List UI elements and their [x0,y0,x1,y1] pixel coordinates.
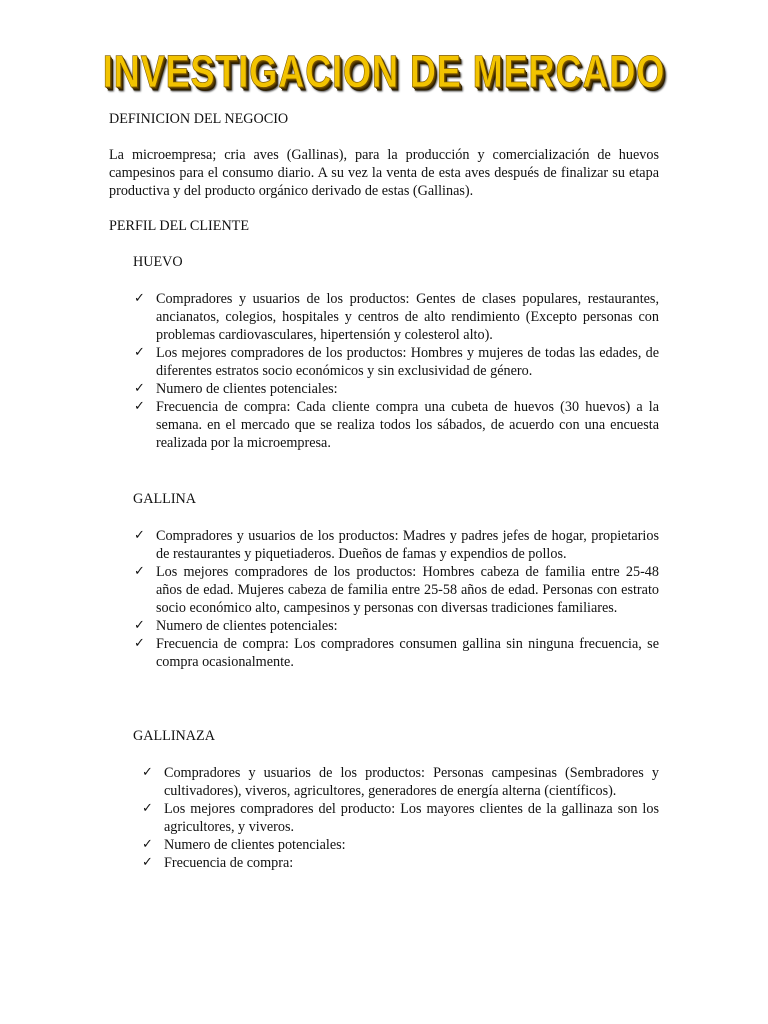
check-icon: ✓ [142,855,153,870]
list-item-text: Numero de clientes potenciales: [164,837,346,853]
list-item [134,527,659,563]
list-item [142,800,659,836]
check-icon: ✓ [134,618,145,633]
list-item-text: Frecuencia de compra: [164,855,294,871]
list-item-text: Compradores y usuarios de los productos: Madres y padres jefes de hogar, propietarios de restaurantes y piquetiaderos. Dueños de famas y expendios de pollos. [156,528,659,562]
check-icon: ✓ [142,801,153,816]
list-item [142,854,659,872]
list-huevo [134,290,659,452]
list-item [134,635,659,671]
list-item [134,344,659,380]
list-item-text: Frecuencia de compra: Los compradores consumen gallina sin ninguna frecuencia, se compra ocasionalmente. [156,636,659,670]
check-icon: ✓ [134,636,145,651]
document-title: INVESTIGACION DE MERCADO [102,46,666,97]
paragraph-definicion: La microempresa; cria aves (Gallinas), para la producción y comercialización de huevos campesinos para el consumo diario. A su vez la venta de esta aves después de finalizar su etapa productiva y del producto orgánico derivado de estas (Gallinas). [109,147,659,199]
list-item-text: Numero de clientes potenciales: [156,618,338,634]
check-icon: ✓ [134,345,145,360]
list-item [142,836,659,854]
list-item-text: Compradores y usuarios de los productos: Personas campesinas (Sembradores y cultivadores), viveros, agricultores, generadores de energía alterna (científicos). [164,765,659,799]
heading-perfil-cliente: PERFIL DEL CLIENTE [109,218,250,234]
list-item-text: Los mejores compradores de los productos: Hombres cabeza de familia entre 25-48 años de edad. Mujeres cabeza de familia entre 25-58 años de edad. Personas con estrato socio económico alto, campesinos y personas con diversas tradiciones familiares. [156,564,659,616]
heading-definicion: DEFINICION DEL NEGOCIO [109,111,289,127]
list-gallinaza [142,764,659,872]
list-gallina [134,527,659,671]
check-icon: ✓ [134,381,145,396]
title-container [0,46,768,97]
list-item [134,290,659,344]
list-item [134,398,659,452]
list-item [142,764,659,800]
list-item-text: Los mejores compradores del producto: Los mayores clientes de la gallinaza son los agricultores, y viveros. [164,801,659,835]
check-icon: ✓ [134,399,145,414]
heading-gallinaza: GALLINAZA [133,728,215,744]
list-item-text: Compradores y usuarios de los productos: Gentes de clases populares, restaurantes, ancianatos, colegios, hospitales y centros de alto rendimiento (Excepto personas con problemas cardiovasculares, hipertensión y colesterol alto). [156,291,659,343]
check-icon: ✓ [142,837,153,852]
check-icon: ✓ [134,291,145,306]
list-item [134,617,659,635]
check-icon: ✓ [142,765,153,780]
list-item [134,380,659,398]
check-icon: ✓ [134,528,145,543]
list-item-text: Frecuencia de compra: Cada cliente compra una cubeta de huevos (30 huevos) a la semana. en el mercado que se realiza todos los sábados, de acuerdo con una encuesta realizada por la microempresa. [156,399,659,451]
list-item [134,563,659,617]
list-item-text: Numero de clientes potenciales: [156,381,338,397]
heading-gallina: GALLINA [133,491,197,507]
heading-huevo: HUEVO [133,254,183,270]
list-item-text: Los mejores compradores de los productos: Hombres y mujeres de todas las edades, de diferentes estratos socio económicos y sin exclusividad de género. [156,345,659,379]
check-icon: ✓ [134,564,145,579]
